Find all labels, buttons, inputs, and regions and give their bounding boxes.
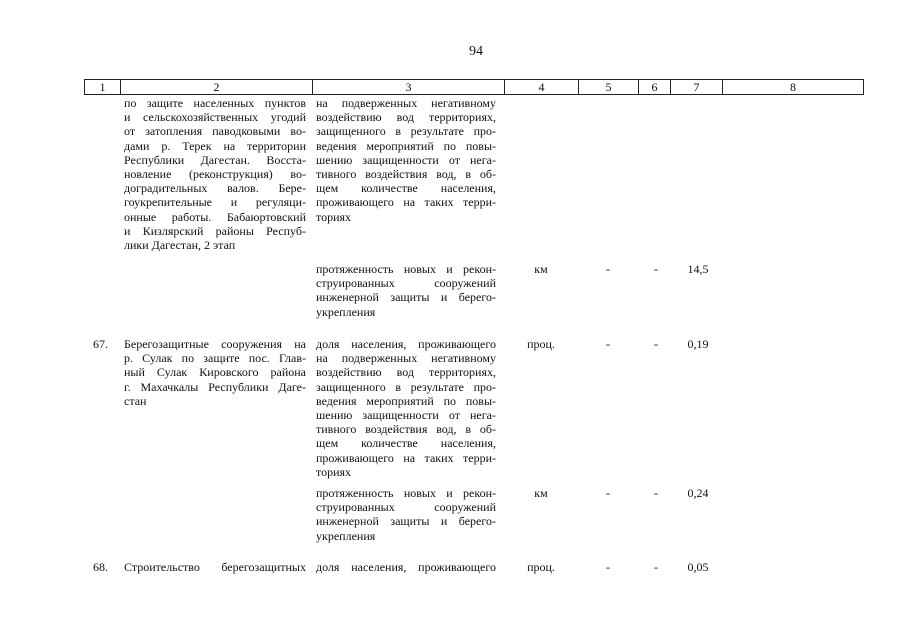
text-line: онные работы. Бабаюртовский xyxy=(124,209,306,224)
header-cell-5: 5 xyxy=(578,80,638,94)
text-line: ториях xyxy=(316,464,352,479)
header-cell-1: 1 xyxy=(84,80,120,94)
text-line: инженерной защиты и берего- xyxy=(316,290,496,305)
header-cell-7: 7 xyxy=(670,80,722,94)
object-name xyxy=(124,560,306,574)
text-line: доля населения, проживающего xyxy=(316,337,496,351)
text-line: доля населения, проживающего xyxy=(316,560,496,574)
unit-cell: проц. xyxy=(527,560,555,574)
text-line: тивного воздействия вод, в об- xyxy=(316,422,496,437)
indicator-text xyxy=(316,262,496,319)
unit-cell: проц. xyxy=(527,337,555,351)
text-line: на подверженных негативному xyxy=(316,96,496,110)
text-line: Строительство берегозащитных xyxy=(124,560,306,574)
value-col7: 0,19 xyxy=(687,337,709,351)
text-line: воздействию вод территориях, xyxy=(316,365,496,380)
header-cell-3: 3 xyxy=(312,80,504,94)
indicator-text xyxy=(316,560,496,574)
text-line: защищенного в результате про- xyxy=(316,124,496,139)
text-line: струированных сооружений xyxy=(316,276,496,291)
text-line: шению защищенности от нега- xyxy=(316,408,496,423)
header-cell-4: 4 xyxy=(504,80,578,94)
value-col7: 0,24 xyxy=(687,486,709,500)
unit-cell: км xyxy=(534,486,548,500)
text-line: по защите населенных пунктов xyxy=(124,96,306,110)
text-line: лики Дагестан, 2 этап xyxy=(124,238,236,253)
table-header-row xyxy=(84,79,864,95)
text-line: Республики Дагестан. Восста- xyxy=(124,152,306,167)
unit-cell: км xyxy=(534,262,548,276)
text-line: доградительных валов. Бере- xyxy=(124,181,306,196)
text-line: протяженность новых и рекон- xyxy=(316,262,496,276)
text-line: стан xyxy=(124,393,147,408)
text-line: ведения мероприятий по повы- xyxy=(316,393,496,408)
value-col5: - xyxy=(606,262,610,276)
row-number: 68. xyxy=(93,560,108,574)
text-line: укрепления xyxy=(316,304,376,319)
text-line: гоукрепительные и регуляци- xyxy=(124,195,306,210)
text-line: от затопления паводковыми во- xyxy=(124,124,306,139)
value-col5: - xyxy=(606,486,610,500)
text-line: р. Сулак по защите пос. Глав- xyxy=(124,351,306,366)
text-line: щем количестве населения, xyxy=(316,436,496,451)
text-line: дами р. Терек на территории xyxy=(124,138,306,153)
header-cell-8: 8 xyxy=(722,80,864,94)
text-line: струированных сооружений xyxy=(316,500,496,515)
text-line: укрепления xyxy=(316,528,376,543)
text-line: на подверженных негативному xyxy=(316,351,496,366)
text-line: щем количестве населения, xyxy=(316,181,496,196)
text-line: ный Сулак Кировского района xyxy=(124,365,306,380)
value-col6: - xyxy=(654,337,658,351)
text-line: воздействию вод территориях, xyxy=(316,110,496,125)
value-col7: 0,05 xyxy=(687,560,709,574)
text-line: и Кизлярский районы Респуб- xyxy=(124,223,306,238)
text-line: инженерной защиты и берего- xyxy=(316,514,496,529)
object-name xyxy=(124,337,306,408)
text-line: протяженность новых и рекон- xyxy=(316,486,496,500)
indicator-text xyxy=(316,96,496,224)
text-line: ториях xyxy=(316,209,352,224)
text-line: г. Махачкалы Республики Даге- xyxy=(124,379,306,394)
text-line: тивного воздействия вод, в об- xyxy=(316,167,496,182)
value-col5: - xyxy=(606,337,610,351)
header-cell-2: 2 xyxy=(120,80,312,94)
text-line: ведения мероприятий по повы- xyxy=(316,138,496,153)
indicator-text xyxy=(316,337,496,479)
text-line: шению защищенности от нега- xyxy=(316,152,496,167)
value-col6: - xyxy=(654,560,658,574)
text-line: проживающего на таких терри- xyxy=(316,450,496,465)
value-col6: - xyxy=(654,262,658,276)
indicator-text xyxy=(316,486,496,543)
row-number: 67. xyxy=(93,337,108,351)
header-cell-6: 6 xyxy=(638,80,670,94)
text-line: проживающего на таких терри- xyxy=(316,195,496,210)
text-line: и сельскохозяйственных угодий xyxy=(124,110,306,125)
value-col5: - xyxy=(606,560,610,574)
value-col7: 14,5 xyxy=(687,262,709,276)
value-col6: - xyxy=(654,486,658,500)
text-line: Берегозащитные сооружения на xyxy=(124,337,306,351)
object-name xyxy=(124,96,306,252)
text-line: защищенного в результате про- xyxy=(316,379,496,394)
page-number: 94 xyxy=(469,44,483,59)
text-line: новление (реконструкция) во- xyxy=(124,167,306,182)
